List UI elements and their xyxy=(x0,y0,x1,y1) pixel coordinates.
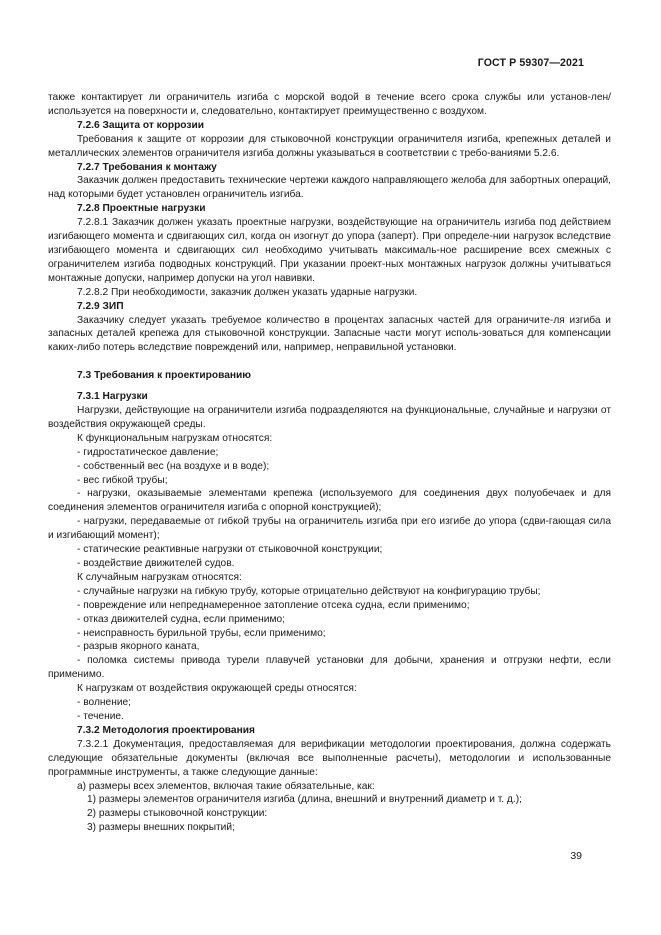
list-item: 2) размеры стыковочной конструкции: xyxy=(87,808,268,820)
paragraph-7-2-8-2: 7.2.8.2 При необходимости, заказчик должен указать ударные нагрузки. xyxy=(77,286,418,298)
heading-7-3: 7.3 Требования к проектированию xyxy=(77,370,251,382)
list-item: - статические реактивные нагрузки от стыковочной конструкции; xyxy=(77,544,383,556)
list-item: 1) размеры элементов ограничителя изгиба (длина, внешний и внутренний диаметр и т. д.); xyxy=(87,794,522,806)
heading-7-3-1: 7.3.1 Нагрузки xyxy=(77,391,148,403)
list-item: - вес гибкой трубы; xyxy=(77,474,168,486)
list-item: - поломка системы привода турели плавучей установки для добычи, хранения и отгрузки нефти, если применимо. xyxy=(48,655,611,681)
accidental-loads-intro: К случайным нагрузкам относятся: xyxy=(77,571,242,583)
list-item: - отказ движителей судна, если применимо; xyxy=(77,613,285,625)
list-item: 3) размеры внешних покрытий; xyxy=(87,822,235,834)
heading-7-2-6: 7.2.6 Защита от коррозии xyxy=(77,119,204,131)
list-item: - случайные нагрузки на гибкую трубу, которые отрицательно действуют на конфигурацию трубы; xyxy=(77,585,541,597)
paragraph-7-2-6: Требования к защите от коррозии для стыковочной конструкции ограничителя изгиба, крепежных деталей и металлических элементов ограничителя изгиба должны указываться в соответствии с требо-ваниями 5.2.6. xyxy=(48,133,611,159)
list-item: - разрыв якорного каната, xyxy=(77,641,200,653)
heading-7-2-7: 7.2.7 Требования к монтажу xyxy=(77,161,217,173)
list-item: - волнение; xyxy=(77,697,132,709)
page-number: 39 xyxy=(570,850,582,862)
heading-7-2-8: 7.2.8 Проектные нагрузки xyxy=(77,203,206,215)
functional-loads-intro: К функциональным нагрузкам относятся: xyxy=(77,432,273,444)
environmental-loads-intro: К нагрузкам от воздействия окружающей среды относятся: xyxy=(77,683,357,695)
list-item-a: а) размеры всех элементов, включая такие обязательные, как: xyxy=(77,780,375,792)
list-item: - течение. xyxy=(77,710,124,722)
list-item: - нагрузки, передаваемые от гибкой трубы на ограничитель изгиба при его изгибе до упора (сдви-гающая сила и изгибающий момент); xyxy=(48,516,611,542)
paragraph-intro: также контактирует ли ограничитель изгиба с морской водой в течение всего срока службы или установ-лен/используется на поверхности и, следовательно, контактирует преимущественно с воздухом. xyxy=(48,92,611,117)
paragraph-7-2-9: Заказчику следует указать требуемое количество в процентах запасных частей для ограничите-ля изгиба и запасных деталей крепежа для стыковочной конструкции. Запасные части могут исполь-зоваться для компенсации каких-либо потерь вследствие повреждений или, например, неправильной установки. xyxy=(48,314,611,354)
document-header: ГОСТ Р 59307—2021 xyxy=(477,57,584,69)
paragraph-7-2-7: Заказчик должен предоставить технические чертежи каждого направляющего желоба для забортных операций, над которыми будет установлен ограничитель изгиба. xyxy=(48,175,611,201)
list-item: - повреждение или непреднамеренное затопление отсека судна, если применимо; xyxy=(77,599,470,611)
list-item: - собственный вес (на воздухе и в воде); xyxy=(77,460,270,472)
heading-7-2-9: 7.2.9 ЗИП xyxy=(77,300,124,312)
paragraph-7-2-8-1: 7.2.8.1 Заказчик должен указать проектные нагрузки, воздействующие на ограничитель изгиба под действием изгибающего момента и сдвигающих сил, когда он изогнут до упора (заперт). При определе-нии нагрузок вследствие изгибающего момента и сдвигающих сил необходимо учитывать максималь-ное расширение всех смежных с ограничителем изгиба подводных конструкций. При указании проект-ных монтажных нагрузок должны учитываться монтажные допуски, например допуски на угол навивки. xyxy=(48,217,611,284)
document-body xyxy=(48,91,611,835)
list-item: - воздействие движителей судов. xyxy=(77,558,235,569)
paragraph-7-3-2-1: 7.3.2.1 Документация, предоставляемая для верификации методологии проектирования, должна содержать следующие обязательные документы (включая все выполненные расчеты), методологии и использованные программные инструменты, а также следующие данные: xyxy=(48,738,611,778)
list-item: - нагрузки, оказываемые элементами крепежа (используемого для соединения двух полуобечаек и для соединения элементов ограничителя изгиба с опорной конструкцией); xyxy=(48,488,611,514)
list-item: - неисправность бурильной трубы, если применимо; xyxy=(77,627,326,639)
list-item: - гидростатическое давление; xyxy=(77,446,219,458)
heading-7-3-2: 7.3.2 Методология проектирования xyxy=(77,724,255,736)
paragraph-7-3-1: Нагрузки, действующие на ограничители изгиба подразделяются на функциональные, случайные и нагрузки от воздействия окружающей среды. xyxy=(48,405,611,430)
